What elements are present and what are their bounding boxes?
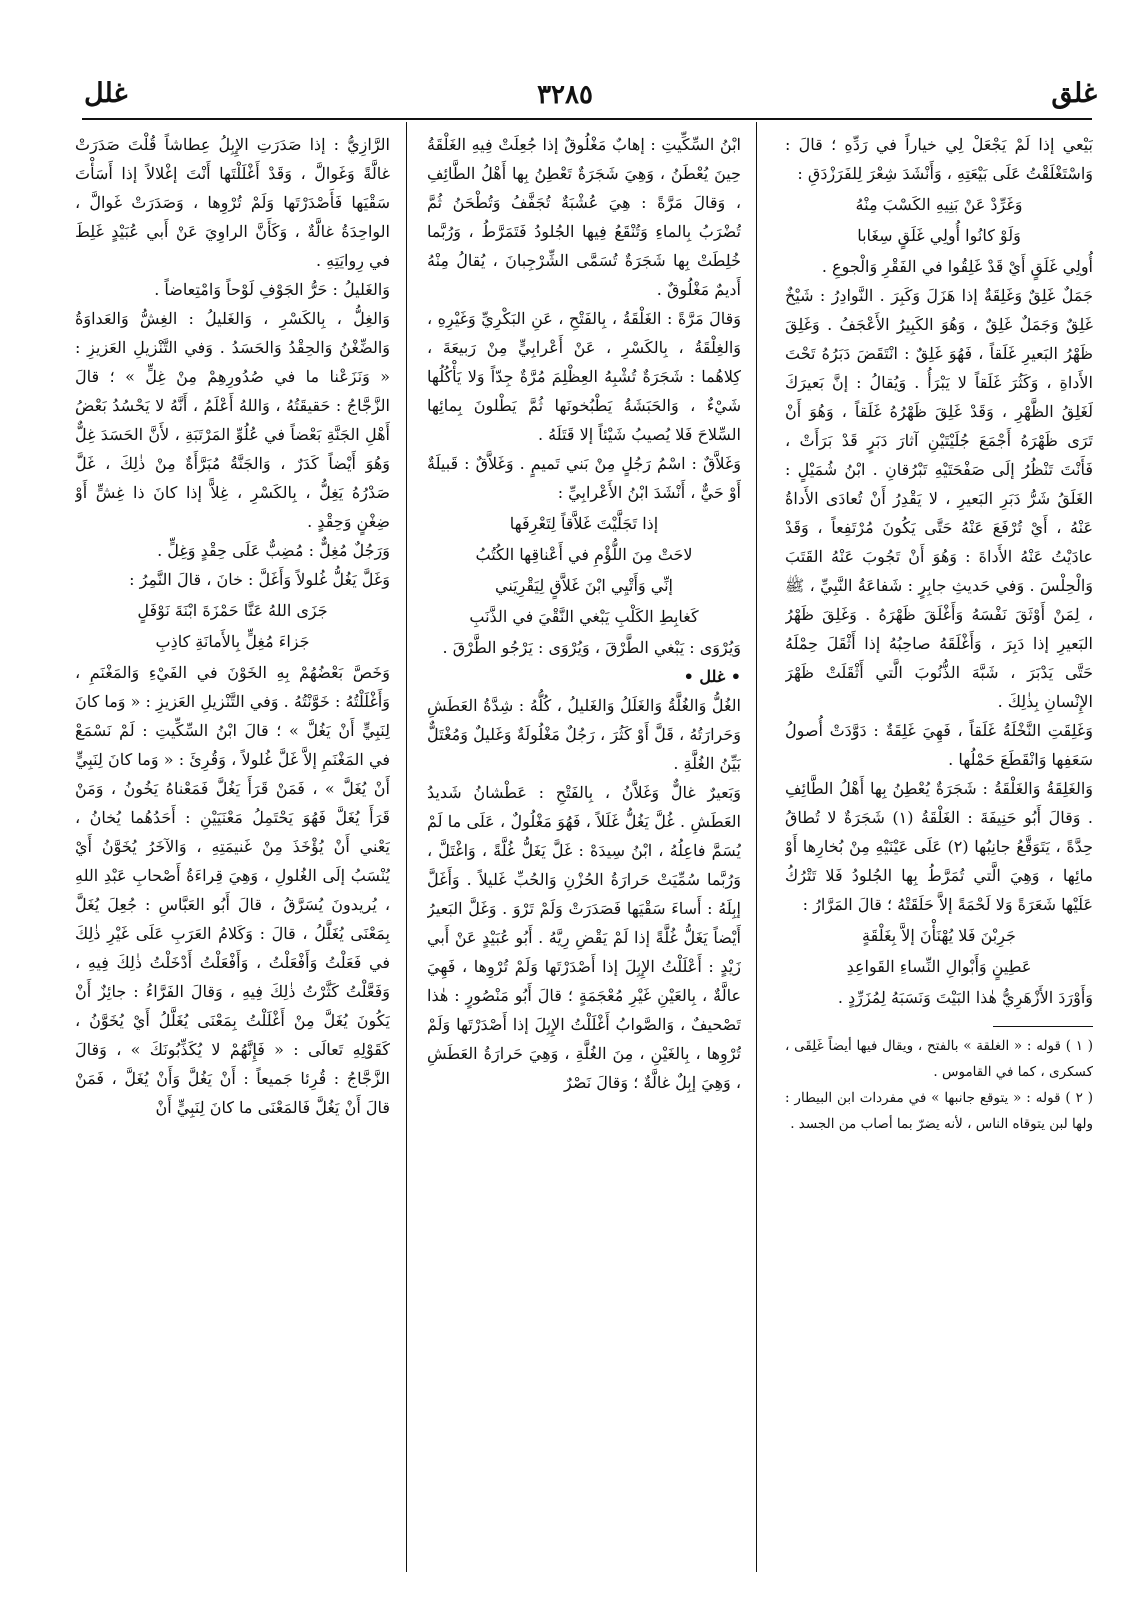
header-rule bbox=[82, 118, 1092, 120]
entry-paragraph: الرَّازِيُّ : إذا صَدَرَتِ الإِبِلُ عِطاشاً قُلْتَ صَدَرَتْ غالَّةً وَغَوالَّ ، وَقَدْ أَغْلَلْتَها أَنْتَ إغْلالاً إذا أَسَأْتَ سَقْيَها فَأَصْدَرْتَها وَلَمْ تُرْوِها ، وَصَدَرَتْ غَوالَّ ، الواحِدَةُ غالَّةٌ ، وَكَأَنَّ الراوِيَ عَنْ أَبي عُبَيْدٍ غَلِطَ في رِوايَتِهِ . bbox=[75, 135, 390, 270]
entry-paragraph: وَأَوْرَدَ الأَزْهَرِيُّ هٰذا البَيْتَ وَنَسَبَهُ لِمُزَرِّدٍ . bbox=[837, 988, 1093, 1007]
footnote: ( ١ ) قوله : « الغلقة » بالفتح ، ويقال فيها أيضاً غَلِقَى ، كسكرى ، كما في القاموس . bbox=[785, 1038, 1093, 1080]
entry-paragraph: أُولِي غَلَقٍ أَيْ قَدْ غَلِقُوا في الفَقْرِ وَالْجوعِ . bbox=[821, 257, 1093, 276]
column-middle bbox=[427, 130, 741, 1569]
entry-paragraph: وَرَجُلٌ مُغِلٌّ : مُضِبٌّ عَلَى حِقْدٍ وَغِلٍّ . bbox=[157, 541, 390, 560]
header-root-word-left: غلل bbox=[84, 78, 128, 109]
column-left bbox=[75, 130, 390, 1569]
entry-headword: • غلل • bbox=[683, 667, 741, 686]
verse-line: وَلَوْ كانُوا أُولِي غَلَقٍ سِغَابا bbox=[857, 226, 1021, 245]
verse-line: عَطِينٍ وَأَبْوالِ النِّساءِ القَواعِدِ bbox=[846, 957, 1032, 976]
entry-paragraph: بَيْعي إذا لَمْ يَجْعَلْ لِي خياراً في رَدِّهِ ؛ قالَ : وَاسْتَغْلَقْتُ عَلَى بَيْعَتِهِ ، وَأَنْشَدَ شِعْرَ لِلفَرَزْدَقِ : bbox=[785, 135, 1093, 183]
entry-paragraph: الغُلُّ وَالغُلَّةُ وَالغَلَلُ وَالغَليلُ ، كُلُّهُ : شِدَّةُ العَطَشِ وَحَرارَتُهُ ، قَلَّ أَوْ كَثُرَ ، رَجُلٌ مَغْلُولَةٌ وَغَليلٌ وَمُغْتَلٌّ بَيِّنُ الغُلَّةِ . bbox=[427, 696, 741, 773]
verse-line: جَزاءَ مُغِلٍّ بِالأَمانَةِ كاذِبِ bbox=[155, 632, 310, 651]
verse-line: جَزَى اللهُ عَنَّا حَمْزَةَ ابْنَةَ نَوْفَلٍ bbox=[137, 601, 328, 620]
page-number: ٣٢٨٥ bbox=[537, 80, 593, 110]
footnotes bbox=[785, 1033, 1093, 1137]
header-root-word-right: غلق bbox=[1051, 78, 1097, 109]
verse-line: جَرِبْنَ فَلا يُهْنَأْنَ إلاَّ بِغَلْقَةٍ bbox=[862, 926, 1016, 945]
entry-paragraph: وَالغِلُّ ، بِالكَسْرِ ، وَالغَليلُ : الغِشُّ وَالعَداوَةُ وَالضِّغْنُ وَالحِقْدُ وَالحَسَدُ . وَفي التَّنْزيلِ العَزيزِ : « وَنَزَعْنا ما في صُدُورِهِمْ مِنْ غِلٍّ » ؛ قالَ الزَّجَّاجُ : حَقيقَتُهُ ، وَاللهُ أَعْلَمُ ، أَنَّهُ لا يَحْسُدُ بَعْضُ أَهْلِ الجَنَّةِ بَعْضاً في عُلُوِّ المَرْتَبَةِ ، لأَنَّ الحَسَدَ غِلٌّ وَهُوَ أَيْضاً كَدَرٌ ، وَالجَنَّةُ مُبَرَّأَةٌ مِنْ ذٰلِكَ ، غَلَّ صَدْرُهُ يَغِلُّ ، بِالكَسْرِ ، غِلاًّ إذا كانَ ذا غِشٍّ أَوْ ضِغْنٍ وَحِقْدٍ . bbox=[75, 309, 390, 531]
entry-paragraph: جَمَلٌ غَلِقٌ وَغَلِقَةٌ إذا هَزَلَ وَكَبِرَ . النَّوادِرُ : شَيْخٌ غَلِقٌ وَجَمَلٌ غَلِقٌ ، وَهُوَ الكَبِيرُ الأَعْجَفُ . وَغَلِقَ ظَهْرُ البَعيرِ غَلَقاً ، فَهُوَ غَلِقٌ : انْتَقَضَ دَبَرُهُ تَحْتَ الأَداةِ ، وَكَثُرَ غَلَقاً لا يَبْرَأُ . وَيُقالُ : إنَّ بَعيرَكَ لَغَلِقُ الظَّهْرِ ، وَقَدْ غَلِقَ ظَهْرُهُ غَلَقاً ، وَهُوَ أَنْ تَرَى ظَهْرَهُ أَجْمَعَ جُلَيْتَيْنِ آثارَ دَبَرٍ قَدْ بَرَأَتْ ، فَأَنْتَ تَنْظُرُ إلَى صَفْحَتَيْهِ تَبْرُقانِ . ابْنُ شُمَيْلٍ : الغَلَقُ شَرُّ دَبَرِ البَعيرِ ، لا يَقْدِرُ أَنْ تُعادَى الأَداةُ عَنْهُ ، أَيْ تُرْفَعَ عَنْهُ حَتَّى يَكُونَ مُرْتَفِعاً ، وَقَدْ عادَيْتُ عَنْهُ الأَداةَ : وَهُوَ أَنْ تَجُوبَ عَنْهُ القَتَبَ وَالْحِلْسَ . وَفي حَديثِ جابِرٍ : شَفاعَةُ النَّبِيِّ ، ﷺ ، لِمَنْ أَوْثَقَ نَفْسَهُ وَأَغْلَقَ ظَهْرَهُ . وَغَلِقَ ظَهْرُ البَعيرِ إذا دَبِرَ ، وَأَغْلَقَهُ صاحِبُهُ إذا أَثْقَلَ حِمْلَهُ حَتَّى يَدْبَرَ ، شَبَّهَ الذُّنُوبَ الَّتي أَثْقَلَتْ ظَهْرَ الإِنْسانِ بِذٰلِكَ . bbox=[785, 286, 1093, 711]
verse-line: إذا تَجَلَّيْتَ غَلاَّقاً لِتَعْرِفَها bbox=[509, 514, 659, 533]
verse-line: وَغَرِّدْ عَنْ بَنِيهِ الكَسْبَ مِنْهُ bbox=[855, 195, 1023, 214]
entry-paragraph: وَالغَلِقَةُ وَالغَلْقَةُ : شَجَرَةٌ يُعْطِنُ بِها أَهْلُ الطَّائِفِ . وَقالَ أَبُو حَنِيفَةَ : الغَلْقَةُ (١) شَجَرَةٌ لا تُطاقُ حِدَّةً ، يَتَوَقَّعُ جانِبُها (٢) عَلَى عَيْنَيْهِ مِنْ بُخارِها أَوْ مائِها ، وَهِيَ الَّتي تُمَرَّطُ بِها الجُلودُ فَلا تَتْرُكُ عَلَيْها شَعَرَةً وَلا لَحْمَةً إلاَّ حَلَقَتْهُ ؛ قالَ المَرَّارُ : bbox=[785, 779, 1093, 914]
entry-paragraph: وَبَعيرٌ غالٌّ وَغَلاَّنُ ، بِالفَتْحِ : عَطْشانُ شَديدُ العَطَشِ . غُلَّ يَغُلُّ غَلَلاً ، فَهُوَ مَغْلُولٌ ، عَلَى ما لَمْ يُسَمَّ فاعِلُهُ ، ابْنُ سِيدَهْ : غَلَّ يَغَلُّ غُلَّةً ، وَاغْتَلَّ ، وَرُبَّما سُمِّيَتْ حَرارَةُ الحُزْنِ وَالحُبِّ غَليلاً . وَأَغَلَّ إبِلَهُ : أَساءَ سَقْيَها فَصَدَرَتْ وَلَمْ تَرْوَ . وَغَلَّ البَعيرُ أَيْضاً يَغَلُّ غُلَّةً إذا لَمْ يَقْضِ رِيَّهُ . أَبُو عُبَيْدٍ عَنْ أَبي زَيْدٍ : أَعْلَلْتُ الإِبِلَ إذا أَصْدَرْتَها وَلَمْ تُرْوِها ، فَهِيَ عالَّةٌ ، بِالعَيْنِ غَيْرِ مُعْجَمَةٍ ؛ قالَ أَبُو مَنْصُورٍ : هٰذا تَصْحيفٌ ، وَالصَّوابُ أَغْلَلْتُ الإِبِلَ إذا أَصْدَرْتَها وَلَمْ تُرْوِها ، بِالغَيْنِ ، مِنَ الغُلَّةِ ، وَهِيَ حَرارَةُ العَطَشِ ، وَهِيَ إبِلٌ غالَّةٌ ؛ وَقالَ نَصْرٌ bbox=[427, 783, 741, 1092]
entry-paragraph: ابْنُ السِّكِّيتِ : إهابٌ مَغْلُوقٌ إذا جُعِلَتْ فِيهِ الغَلْقَةُ حِينَ يُعْطَنُ ، وَهِيَ شَجَرَةٌ تَعْطِنُ بِها أَهْلُ الطَّائِفِ ، وَقالَ مَرَّةً : هِيَ عُشْبَةٌ تُجَفَّفُ وَتُطْحَنُ ثُمَّ تُضْرَبُ بِالماءِ وَتُنْقَعُ فِيها الجُلودُ فَتَمَرَّطُ ، وَرُبَّما خُلِطَتْ بِها شَجَرَةٌ تُسَمَّى الشِّرْجِبانَ ، يُقالُ مِنْهُ أَديمٌ مَغْلُوقٌ . bbox=[427, 135, 741, 299]
verse-line: لاحَتْ مِنَ اللُّؤْمِ في أَعْناقِها الكُتُبُ bbox=[475, 545, 693, 564]
entry-paragraph: وَقالَ مَرَّةً : الغَلْقَةُ ، بِالفَتْحِ ، عَنِ البَكْرِيِّ وَغَيْرِهِ ، وَالغِلْقَةُ ، بِالكَسْرِ ، عَنْ أَعْرابِيٍّ مِنْ رَبيعَةَ ، كِلاهُما : شَجَرَةٌ تُشْبِهُ العِظْلِمَ مُرَّةٌ جِدّاً وَلا يَأْكُلُها شَيْءٌ ، وَالحَبَشَةُ يَطْبُخونَها ثُمَّ يَطْلونَ بِمائِها السِّلاحَ فَلا يُصيبُ شَيْئاً إلا قَتَلَهُ . bbox=[427, 309, 741, 444]
column-right-text bbox=[785, 130, 1093, 1012]
verse-line: إنِّي وَأَتْيِي ابْنَ غَلاَّقٍ لِيَقْرِيَني bbox=[494, 576, 673, 595]
footnote-rule bbox=[993, 1026, 1093, 1027]
entry-paragraph: وَغَلَّ يَغُلُّ غُلولاً وَأَغَلَّ : خانَ ، قالَ النَّمِرُ : bbox=[129, 570, 390, 589]
entry-paragraph: وَغَلاَّقٌ : اسْمُ رَجُلٍ مِنْ بَني تَميمٍ . وَغَلاَّقٌ : قَبيلَةٌ أَوْ حَيٌّ ، أَنْشَدَ ابْنُ الأَعْرابِيِّ : bbox=[427, 454, 741, 502]
entry-paragraph: وَخَصَّ بَعْضُهُمْ بِهِ الخَوْنَ في الفَيْءِ وَالمَغْنَمِ ، وَأَغْلَلْتُهُ : خَوَّنْتُهُ . وَفي التَّنْزيلِ العَزيزِ : « وَما كانَ لِنَبِيٍّ أَنْ يَغُلَّ » ؛ قالَ ابْنُ السِّكِّيتِ : لَمْ نَسْمَعْ في المَغْنَمِ إلاَّ غَلَّ غُلولاً ، وَقُرِئَ : « وَما كانَ لِنَبِيٍّ أَنْ يُغَلَّ » ، فَمَنْ قَرَأَ يَغُلَّ فَمَعْناهُ يَخُونُ ، وَمَنْ قَرَأَ يُغَلَّ فَهُوَ يَحْتَمِلُ مَعْنَيَيْنِ : أَحَدُهُما يُخانُ ، يَعْني أَنْ يُؤْخَذَ مِنْ غَنيمَتِهِ ، وَالآخَرُ يُخَوَّنُ أَيْ يُنْسَبُ إلَى الغُلولِ ، وَهِيَ قِراءَةُ أَصْحابِ عَبْدِ اللهِ ، يُريدونَ يُسَرَّقُ ، قالَ أَبُو العَبَّاسِ : جُعِلَ يُغَلَّ بِمَعْنَى يُغَلَّلُ ، قالَ : وَكَلامُ العَرَبِ عَلَى غَيْرِ ذٰلِكَ في فَعَلْتُ وَأَفْعَلْتُ ، وَأَفْعَلْتُ أَدْخَلْتُ ذٰلِكَ فِيهِ ، وَفَعَّلْتُ كَثَّرْتُ ذٰلِكَ فِيهِ ، وَقالَ الفَرَّاءُ : جائِزٌ أَنْ يَكُونَ يُغَلَّ مِنْ أَغْلَلْتُ بِمَعْنَى يُغَلَّلُ أَيْ يُخَوَّنُ ، كَقَوْلِهِ تَعالَى : « فَإِنَّهُمْ لا يُكَذِّبُونَكَ » ، وَقالَ الزَّجَّاجُ : قُرِئا جَميعاً : أَنْ يَغُلَّ وَأَنْ يُغَلَّ ، فَمَنْ قالَ أَنْ يَغُلَّ فَالمَعْنَى ما كانَ لِنَبِيٍّ أَنْ bbox=[75, 663, 390, 1117]
verse-line: كَغابِطِ الكَلْبِ يَبْغي النَّقْيَ في الذَّنَبِ bbox=[469, 607, 699, 626]
column-divider-left bbox=[406, 122, 407, 1572]
entry-paragraph: وَالغَليلُ : حَرُّ الجَوْفِ لَوْحاً وَامْتِعاضاً . bbox=[154, 280, 390, 299]
footnote: ( ٢ ) قوله : « يتوقع جانبها » في مفردات ابن البيطار : ولها لبن يتوقاه الناس ، لأنه يضرّ بما أصاب من الجسد . bbox=[785, 1090, 1093, 1132]
entry-paragraph: وَغَلِقَتِ النَّخْلَةُ غَلَقاً ، فَهِيَ غَلِقَةٌ : دَوَّدَتْ أُصولُ سَعَفِها وَانْقَطَعَ حَمْلُها . bbox=[785, 721, 1093, 769]
column-right bbox=[785, 130, 1093, 1569]
entry-paragraph: وَيُرْوَى : يَبْغي الطَّرْقَ ، وَيُرْوَى : يَرْجُو الطَّرْقَ . bbox=[442, 638, 741, 657]
column-divider-right bbox=[756, 122, 757, 1572]
